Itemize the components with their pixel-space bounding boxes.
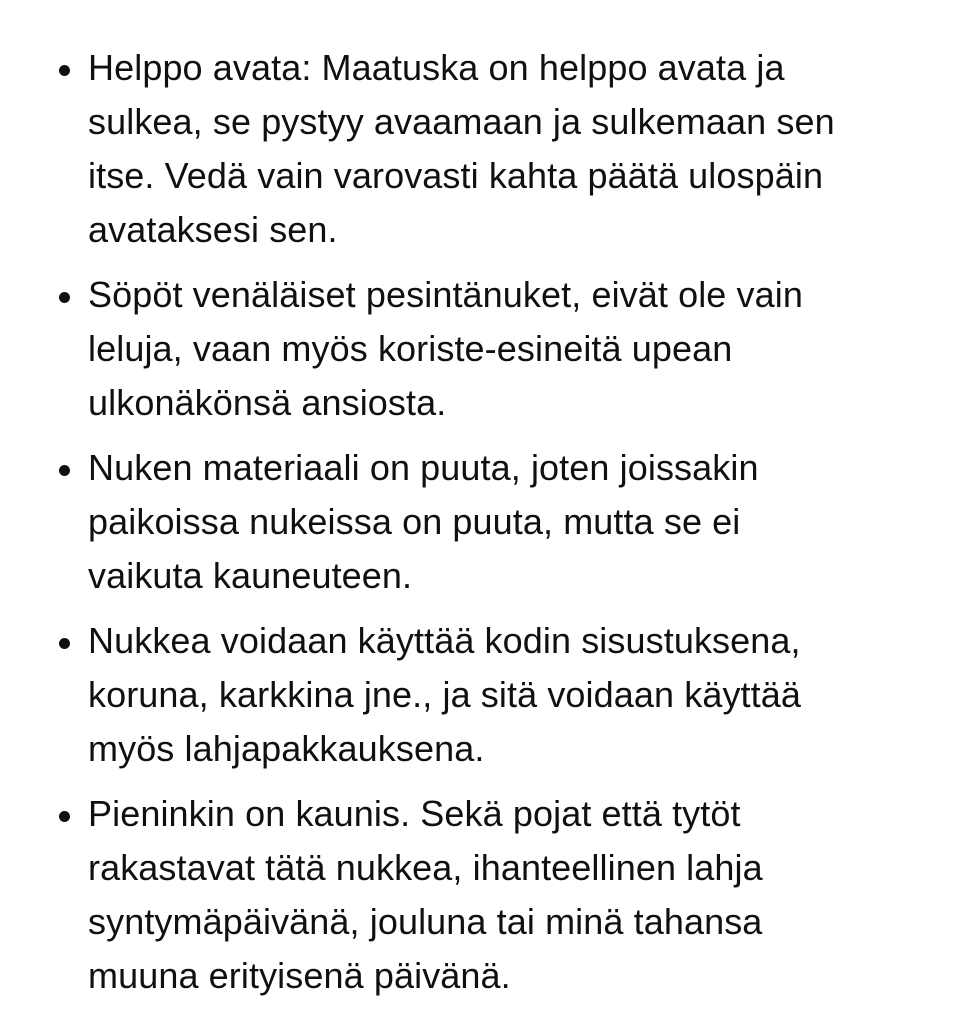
feature-text-line: rakastavat tätä nukkea, ihanteellinen lahja xyxy=(88,847,763,888)
feature-list-item xyxy=(0,614,960,776)
feature-text-line: ulkonäkönsä ansiosta. xyxy=(88,382,447,423)
feature-text-line: syntymäpäivänä, jouluna tai minä tahansa xyxy=(88,901,763,942)
feature-text-line: koruna, karkkina jne., ja sitä voidaan käyttää xyxy=(88,674,801,715)
feature-text-line: muuna erityisenä päivänä. xyxy=(88,955,511,996)
bullet-icon xyxy=(59,65,70,76)
feature-list-item xyxy=(0,41,960,257)
feature-text-line: avataksesi sen. xyxy=(88,209,338,250)
feature-text-line: itse. Vedä vain varovasti kahta päätä ulospäin xyxy=(88,155,824,196)
feature-text-line: Söpöt venäläiset pesintänuket, eivät ole vain xyxy=(88,274,803,315)
feature-text-line: Pieninkin on kaunis. Sekä pojat että tytöt xyxy=(88,793,741,834)
feature-text-line: myös lahjapakkauksena. xyxy=(88,728,485,769)
feature-text-line: leluja, vaan myös koriste-esineitä upean xyxy=(88,328,733,369)
bullet-icon xyxy=(59,638,70,649)
bullet-icon xyxy=(59,292,70,303)
feature-text-line: Nuken materiaali on puuta, joten joissakin xyxy=(88,447,759,488)
feature-text-line: sulkea, se pystyy avaamaan ja sulkemaan sen xyxy=(88,101,835,142)
bullet-icon xyxy=(59,465,70,476)
feature-list-item xyxy=(0,268,960,430)
feature-text-line: Helppo avata: Maatuska on helppo avata ja xyxy=(88,47,785,88)
feature-text-line: vaikuta kauneuteen. xyxy=(88,555,413,596)
feature-list-item xyxy=(0,441,960,603)
feature-list-item xyxy=(0,787,960,1003)
feature-text-line: paikoissa nukeissa on puuta, mutta se ei xyxy=(88,501,741,542)
feature-text-line: Nukkea voidaan käyttää kodin sisustuksena, xyxy=(88,620,801,661)
feature-bullet-list xyxy=(0,41,960,1014)
bullet-icon xyxy=(59,811,70,822)
